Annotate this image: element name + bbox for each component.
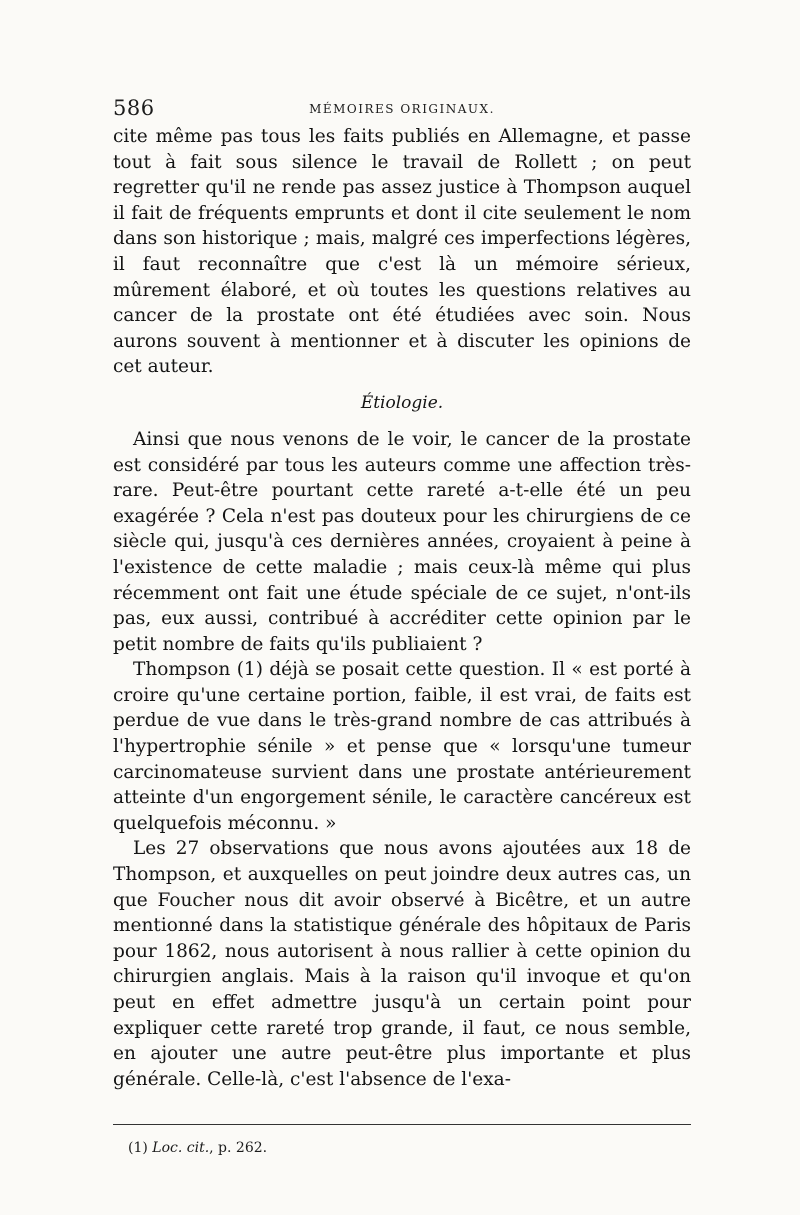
body-text [113,124,691,1092]
paragraph: Ainsi que nous venons de le voir, le cancer de la prostate est considéré par tous les auteurs comme une affection très-rare. Peut-être pourtant cette rareté a-t-elle été un peu exagérée ? Cela n'est pas douteux pour les chirurgiens de ce siècle qui, jusqu'à ces dernières années, croyaient à peine à l'existence de cette maladie ; mais ceux-là même qui plus récemment ont fait une étude spéciale de ce sujet, n'ont-ils pas, eux aussi, contribué à accréditer cette opinion par le petit nombre de faits qu'ils publiaient ? [113,428,691,655]
footnote-divider [113,1124,691,1125]
section-heading: Étiologie. [360,392,444,413]
footnote [128,1140,267,1156]
paragraph-continuation: cite même pas tous les faits publiés en Allemagne, et passe tout à fait sous silence le travail de Rollett ; on peut regretter qu'il ne rende pas assez justice à Thompson auquel il fait de fréquents emprunts et dont il cite seulement le nom dans son historique ; mais, malgré ces imperfections légères, il faut reconnaître que c'est là un mémoire sérieux, mûrement élaboré, et où toutes les questions relatives au cancer de la prostate ont été étudiées avec soin. Nous aurons souvent à mentionner et à discuter les opinions de cet auteur. [113,126,691,378]
footnote-marker: (1) [128,1140,153,1156]
page-header [113,96,691,122]
footnote-reference-title: Loc. cit. [152,1140,210,1156]
paragraph: Les 27 observations que nous avons ajoutées aux 18 de Thompson, et auxquelles on peut joindre deux autres cas, un que Foucher nous dit avoir observé à Bicêtre, et un autre mentionné dans la statistique générale des hôpitaux de Paris pour 1862, nous autorisent à nous rallier à cette opinion du chirurgien anglais. Mais à la raison qu'il invoque et qu'on peut en effet admettre jusqu'à un certain point pour expliquer cette rareté trop grande, il faut, ce nous semble, en ajouter une autre peut-être plus importante et plus générale. Celle-là, c'est l'absence de l'exa- [113,838,691,1090]
page-number: 586 [113,96,155,120]
running-title: MÉMOIRES ORIGINAUX. [309,102,495,116]
footnote-reference-page: , p. 262. [209,1140,268,1156]
paragraph: Thompson (1) déjà se posait cette question. Il « est porté à croire qu'une certaine portion, faible, il est vrai, de faits est perdue de vue dans le très-grand nombre de cas attribués à l'hypertrophie sénile » et pense que « lorsqu'une tumeur carcinomateuse survient dans une prostate antérieurement atteinte d'un engorgement sénile, le caractère cancéreux est quelquefois méconnu. » [113,659,691,834]
